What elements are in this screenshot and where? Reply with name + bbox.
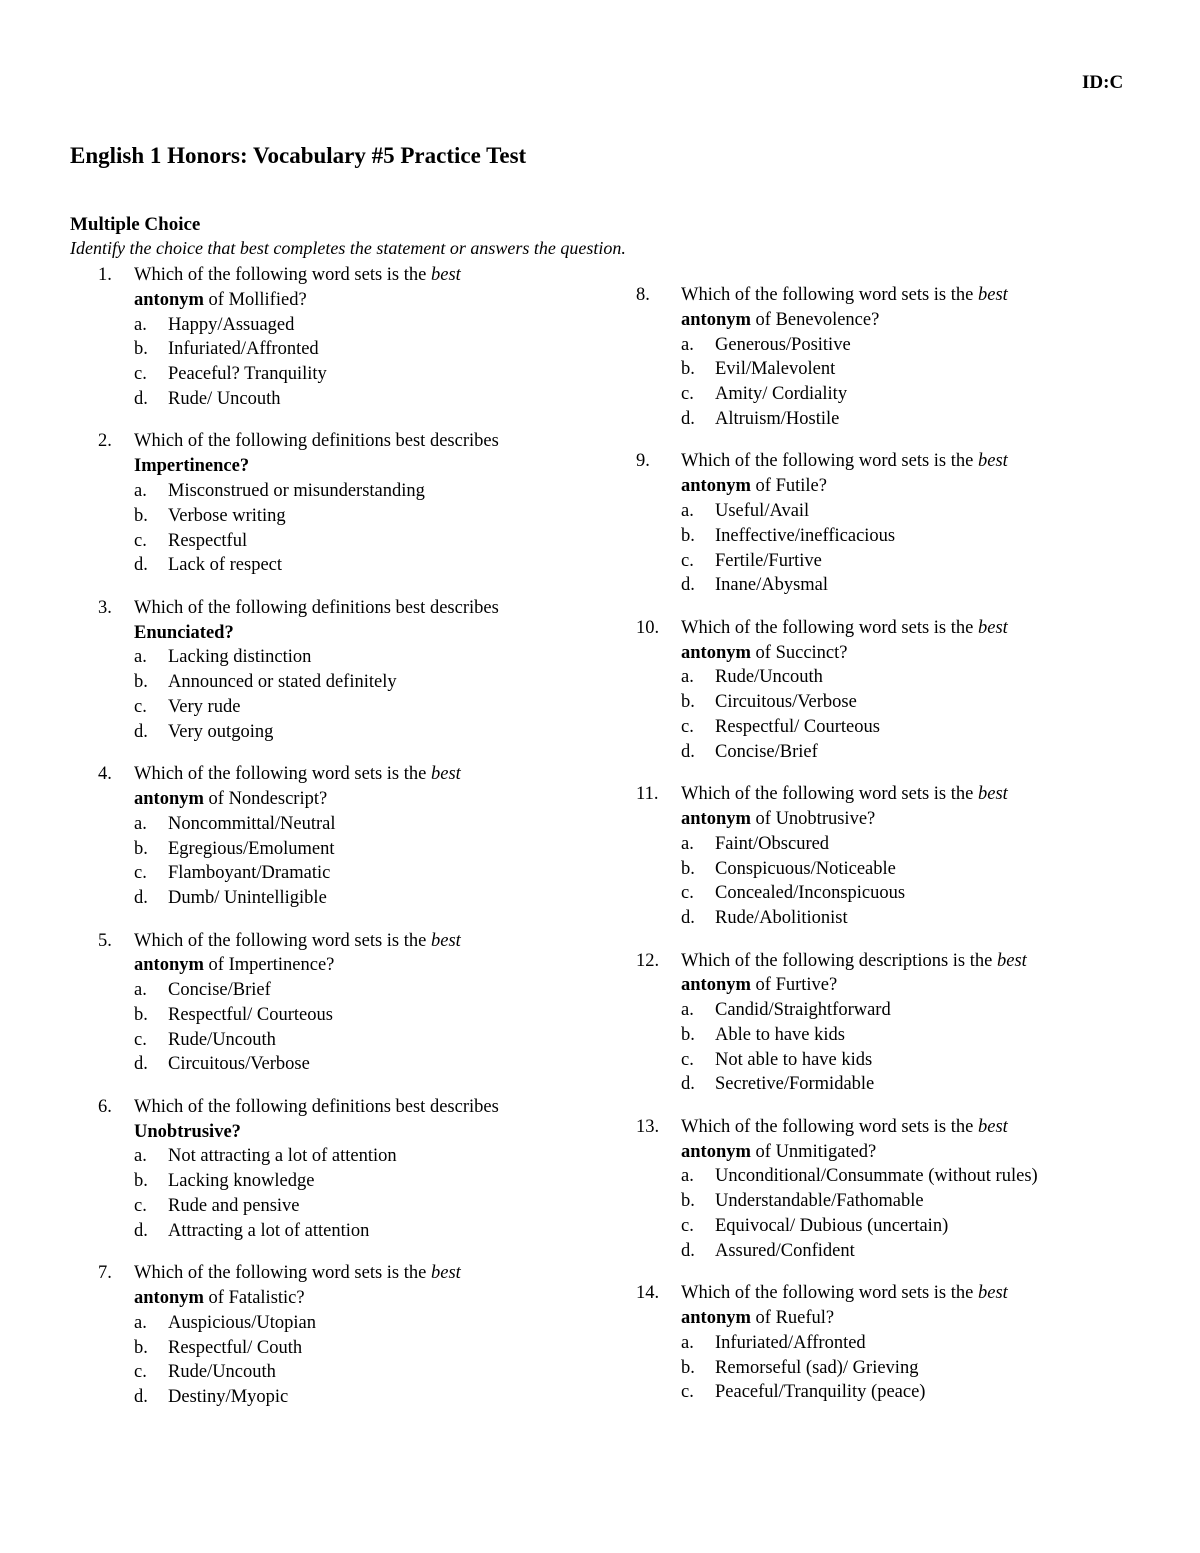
option-letter: c.	[681, 716, 694, 737]
option-text: Lack of respect	[168, 555, 283, 576]
answer-option	[681, 499, 1106, 524]
answer-options	[98, 1144, 568, 1243]
option-text: Respectful/ Couth	[168, 1337, 303, 1358]
option-letter: b.	[134, 505, 148, 526]
question-item	[98, 263, 568, 412]
page-title: English 1 Honors: Vocabulary #5 Practice Test	[70, 143, 527, 168]
question-item	[636, 616, 1106, 765]
option-letter: c.	[134, 364, 147, 385]
question-text: Which of the following definitions best describes	[134, 1096, 499, 1117]
answer-options	[636, 665, 1106, 764]
question-item	[98, 1095, 568, 1244]
option-letter: c.	[681, 1382, 694, 1403]
question-number: 2.	[98, 431, 112, 452]
question-emphasis: best	[430, 1263, 461, 1284]
option-letter: d.	[681, 1240, 695, 1261]
option-letter: b.	[681, 858, 695, 879]
answer-option	[134, 1144, 568, 1169]
question-stem-line2	[134, 288, 568, 313]
answer-option	[134, 479, 568, 504]
answer-option	[681, 881, 1106, 906]
answer-options	[98, 645, 568, 744]
question-number: 8.	[636, 285, 650, 305]
option-text: Infuriated/Affronted	[168, 339, 319, 360]
question-stem	[98, 263, 568, 313]
option-letter: b.	[681, 359, 695, 380]
question-term: antonym	[134, 955, 204, 976]
question-text: Which of the following word sets is the	[681, 784, 978, 805]
option-letter: a.	[134, 647, 147, 668]
option-letter: c.	[681, 1216, 694, 1237]
option-text: Flamboyant/Dramatic	[168, 863, 331, 884]
question-text: Which of the following word sets is the	[681, 617, 978, 638]
option-letter: a.	[134, 480, 147, 501]
section-heading: Multiple Choice	[70, 214, 201, 235]
answer-option	[681, 382, 1106, 407]
option-letter: a.	[134, 980, 147, 1001]
question-text-end: of Unobtrusive?	[750, 808, 876, 829]
question-stem-line2	[134, 621, 568, 646]
option-letter: c.	[134, 1029, 147, 1050]
option-letter: d.	[134, 1054, 148, 1075]
question-stem-line2	[134, 787, 568, 812]
option-text: Amity/ Cordiality	[715, 384, 848, 405]
answer-option	[681, 1072, 1106, 1097]
question-stem-line2	[681, 308, 1106, 333]
question-emphasis: best	[977, 1116, 1008, 1137]
answer-option	[134, 1052, 568, 1077]
answer-option	[681, 998, 1106, 1023]
question-item	[636, 1281, 1106, 1405]
answer-option	[134, 837, 568, 862]
option-text: Auspicious/Utopian	[168, 1312, 316, 1333]
question-emphasis: best	[977, 617, 1008, 638]
question-term: antonym	[681, 975, 751, 996]
option-text: Respectful/ Courteous	[168, 1004, 333, 1025]
question-stem	[636, 1281, 1106, 1331]
answer-options	[98, 1311, 568, 1410]
question-text-end: of Nondescript?	[203, 788, 328, 809]
option-text: Unconditional/Consummate (without rules)	[715, 1166, 1038, 1187]
option-text: Dumb/ Unintelligible	[168, 888, 327, 909]
answer-option	[681, 357, 1106, 382]
option-letter: c.	[681, 883, 694, 904]
answer-options	[98, 479, 568, 578]
option-letter: a.	[681, 1166, 694, 1187]
answer-option	[681, 715, 1106, 740]
option-letter: a.	[681, 667, 694, 688]
question-item	[636, 1115, 1106, 1264]
option-text: Not attracting a lot of attention	[168, 1146, 397, 1167]
question-number: 6.	[98, 1096, 112, 1117]
question-number: 9.	[636, 451, 650, 472]
answer-options	[636, 333, 1106, 432]
question-term: antonym	[681, 1141, 751, 1162]
option-text: Noncommittal/Neutral	[168, 813, 336, 834]
option-letter: a.	[681, 1000, 694, 1021]
answer-option	[134, 529, 568, 554]
option-text: Very rude	[168, 696, 241, 717]
answer-options	[98, 313, 568, 412]
answer-option	[134, 670, 568, 695]
answer-option	[134, 861, 568, 886]
option-text: Destiny/Myopic	[168, 1387, 289, 1408]
question-stem	[636, 1115, 1106, 1165]
option-letter: a.	[134, 1312, 147, 1333]
id-label: ID:C	[1082, 72, 1124, 93]
option-letter: d.	[681, 408, 695, 429]
answer-option	[681, 857, 1106, 882]
question-stem-line2	[681, 1140, 1106, 1165]
answer-option	[681, 549, 1106, 574]
question-emphasis: best	[996, 950, 1027, 971]
option-text: Lacking distinction	[168, 647, 312, 668]
question-term: antonym	[134, 788, 204, 809]
question-text: Which of the following word sets is the	[134, 265, 431, 285]
question-emphasis: best	[430, 265, 461, 285]
option-text: Respectful/ Courteous	[715, 716, 880, 737]
answer-option	[681, 690, 1106, 715]
option-letter: c.	[134, 1196, 147, 1217]
answer-options	[636, 1331, 1106, 1405]
answer-options	[98, 812, 568, 911]
question-stem-line2	[681, 973, 1106, 998]
question-stem	[98, 929, 568, 979]
question-text-end: of Fatalistic?	[203, 1288, 305, 1309]
question-stem-line2	[134, 1120, 568, 1145]
question-item	[98, 1261, 568, 1410]
question-number: 12.	[636, 950, 660, 971]
question-item	[98, 762, 568, 911]
option-text: Assured/Confident	[715, 1240, 855, 1261]
answer-option	[681, 1023, 1106, 1048]
answer-option	[134, 362, 568, 387]
option-letter: d.	[134, 888, 148, 909]
option-text: Candid/Straightforward	[715, 1000, 891, 1021]
option-letter: c.	[134, 696, 147, 717]
question-term: antonym	[681, 309, 751, 330]
question-item	[98, 429, 568, 578]
answer-option	[681, 906, 1106, 931]
question-text-end: of Futile?	[750, 476, 827, 497]
option-letter: b.	[134, 1004, 148, 1025]
question-number: 3.	[98, 597, 112, 618]
answer-options	[98, 978, 568, 1077]
option-text: Secretive/Formidable	[715, 1074, 875, 1095]
answer-option	[681, 665, 1106, 690]
answer-option	[134, 1360, 568, 1385]
question-stem	[98, 596, 568, 646]
option-text: Able to have kids	[715, 1024, 845, 1045]
answer-option	[681, 1239, 1106, 1264]
answer-option	[134, 1003, 568, 1028]
question-stem-line2	[134, 1286, 568, 1311]
option-letter: c.	[134, 863, 147, 884]
answer-option	[134, 695, 568, 720]
question-term: antonym	[681, 642, 751, 663]
option-text: Rude/Uncouth	[168, 1029, 276, 1050]
question-stem	[98, 1261, 568, 1311]
answer-option	[681, 1331, 1106, 1356]
answer-option	[681, 1164, 1106, 1189]
option-letter: b.	[681, 525, 695, 546]
question-item	[636, 283, 1106, 432]
option-letter: b.	[134, 1171, 148, 1192]
answer-option	[134, 1385, 568, 1410]
option-text: Respectful	[168, 530, 248, 551]
option-text: Circuitous/Verbose	[715, 692, 857, 713]
answer-option	[134, 1194, 568, 1219]
answer-option	[681, 1380, 1106, 1405]
question-stem	[636, 283, 1106, 333]
answer-options	[636, 832, 1106, 931]
option-text: Altruism/Hostile	[715, 408, 840, 429]
option-text: Rude/Uncouth	[715, 667, 823, 688]
question-term: antonym	[681, 476, 751, 497]
question-term: antonym	[681, 1308, 751, 1329]
question-text: Which of the following definitions best describes	[134, 431, 499, 452]
question-item	[636, 449, 1106, 598]
answer-option	[134, 504, 568, 529]
question-term: antonym	[681, 808, 751, 829]
option-letter: b.	[134, 339, 148, 360]
question-text: Which of the following definitions best describes	[134, 597, 499, 618]
question-stem	[98, 429, 568, 479]
option-text: Happy/Assuaged	[168, 314, 295, 335]
option-letter: c.	[681, 1049, 694, 1070]
option-letter: b.	[681, 1024, 695, 1045]
question-stem	[636, 616, 1106, 666]
option-text: Faint/Obscured	[715, 833, 830, 854]
option-text: Ineffective/inefficacious	[715, 525, 896, 546]
answer-option	[681, 832, 1106, 857]
answer-option	[134, 313, 568, 338]
option-letter: d.	[681, 908, 695, 929]
question-number: 11.	[636, 784, 659, 805]
option-text: Very outgoing	[168, 721, 274, 742]
option-letter: a.	[681, 500, 694, 521]
answer-option	[681, 524, 1106, 549]
question-emphasis: best	[977, 784, 1008, 805]
question-item	[636, 949, 1106, 1098]
option-text: Evil/Malevolent	[715, 359, 836, 380]
question-stem-line2	[134, 454, 568, 479]
option-letter: d.	[134, 388, 148, 409]
question-text-end: of Rueful?	[750, 1308, 835, 1329]
option-text: Equivocal/ Dubious (uncertain)	[715, 1216, 949, 1237]
option-text: Rude and pensive	[168, 1196, 300, 1217]
answer-options	[636, 499, 1106, 598]
option-text: Peaceful? Tranquility	[168, 364, 327, 385]
option-text: Lacking knowledge	[168, 1171, 315, 1192]
option-text: Rude/Uncouth	[168, 1362, 276, 1383]
option-letter: b.	[681, 1357, 695, 1378]
answer-option	[134, 553, 568, 578]
answer-option	[134, 978, 568, 1003]
section-instructions: Identify the choice that best completes the statement or answers the question.	[70, 238, 626, 258]
option-text: Generous/Positive	[715, 334, 851, 355]
question-emphasis: best	[430, 764, 461, 785]
question-text: Which of the following word sets is the	[681, 1116, 978, 1137]
answer-option	[681, 740, 1106, 765]
question-text-end: of Furtive?	[750, 975, 838, 996]
question-item	[98, 929, 568, 1078]
question-stem-line2	[681, 474, 1106, 499]
answer-option	[134, 387, 568, 412]
option-letter: d.	[681, 741, 695, 762]
answer-option	[134, 1028, 568, 1053]
option-letter: c.	[681, 384, 694, 405]
option-text: Attracting a lot of attention	[168, 1220, 370, 1241]
question-number: 1.	[98, 265, 112, 285]
answer-option	[134, 886, 568, 911]
option-text: Circuitous/Verbose	[168, 1054, 310, 1075]
answer-option	[134, 1336, 568, 1361]
answer-option	[681, 333, 1106, 358]
option-letter: d.	[681, 575, 695, 596]
question-item	[636, 782, 1106, 931]
question-emphasis: best	[977, 451, 1008, 472]
question-stem-line2	[681, 807, 1106, 832]
question-number: 10.	[636, 617, 660, 638]
question-term: antonym	[134, 289, 204, 310]
question-emphasis: best	[977, 1283, 1008, 1304]
option-text: Fertile/Furtive	[715, 550, 822, 571]
option-letter: a.	[134, 1146, 147, 1167]
question-text-end: of Unmitigated?	[750, 1141, 877, 1162]
option-letter: c.	[134, 530, 147, 551]
question-term: Unobtrusive?	[134, 1121, 241, 1142]
questions-left-column	[98, 263, 568, 1428]
question-stem-line2	[134, 953, 568, 978]
question-stem	[636, 949, 1106, 999]
option-letter: b.	[681, 692, 695, 713]
question-stem-line2	[681, 641, 1106, 666]
question-text-end: of Impertinence?	[203, 955, 335, 976]
question-number: 14.	[636, 1283, 660, 1304]
question-text: Which of the following word sets is the	[134, 764, 431, 785]
question-stem	[636, 449, 1106, 499]
answer-option	[681, 407, 1106, 432]
question-number: 5.	[98, 930, 112, 951]
question-emphasis: best	[430, 930, 461, 951]
question-number: 7.	[98, 1263, 112, 1284]
question-term: Impertinence?	[134, 456, 250, 477]
question-text-end: of Mollified?	[203, 289, 307, 310]
option-text: Inane/Abysmal	[715, 575, 829, 596]
option-text: Conspicuous/Noticeable	[715, 858, 896, 879]
answer-option	[681, 573, 1106, 598]
option-letter: d.	[681, 1074, 695, 1095]
option-text: Infuriated/Affronted	[715, 1332, 866, 1353]
option-letter: d.	[134, 1220, 148, 1241]
option-letter: b.	[681, 1191, 695, 1212]
option-letter: a.	[681, 1332, 694, 1353]
option-letter: d.	[134, 555, 148, 576]
option-letter: d.	[134, 721, 148, 742]
question-emphasis: best	[977, 285, 1008, 305]
option-letter: d.	[134, 1387, 148, 1408]
option-letter: a.	[681, 334, 694, 355]
option-text: Not able to have kids	[715, 1049, 873, 1070]
questions-right-column	[636, 283, 1106, 1423]
option-letter: b.	[134, 1337, 148, 1358]
question-text: Which of the following word sets is the	[681, 285, 978, 305]
option-text: Egregious/Emolument	[168, 838, 335, 859]
option-text: Rude/Abolitionist	[715, 908, 848, 929]
option-letter: b.	[134, 672, 148, 693]
question-text: Which of the following word sets is the	[681, 451, 978, 472]
question-stem	[98, 762, 568, 812]
question-text-end: of Succinct?	[750, 642, 848, 663]
question-text: Which of the following word sets is the	[134, 930, 431, 951]
option-letter: a.	[134, 813, 147, 834]
question-stem-line2	[681, 1306, 1106, 1331]
question-text: Which of the following word sets is the	[134, 1263, 431, 1284]
answer-option	[134, 645, 568, 670]
answer-option	[134, 720, 568, 745]
answer-option	[134, 1311, 568, 1336]
option-text: Misconstrued or misunderstanding	[168, 480, 425, 501]
option-letter: c.	[681, 550, 694, 571]
question-stem	[98, 1095, 568, 1145]
option-text: Useful/Avail	[715, 500, 810, 521]
answer-option	[681, 1356, 1106, 1381]
option-text: Announced or stated definitely	[168, 672, 397, 693]
question-text: Which of the following word sets is the	[681, 1283, 978, 1304]
question-term: Enunciated?	[134, 622, 234, 643]
answer-option	[134, 337, 568, 362]
option-letter: a.	[134, 314, 147, 335]
answer-options	[636, 998, 1106, 1097]
option-text: Concise/Brief	[715, 741, 818, 762]
option-letter: c.	[134, 1362, 147, 1383]
option-text: Concealed/Inconspicuous	[715, 883, 906, 904]
option-text: Rude/ Uncouth	[168, 388, 281, 409]
question-text: Which of the following descriptions is the	[681, 950, 997, 971]
question-text-end: of Benevolence?	[750, 309, 880, 330]
option-text: Concise/Brief	[168, 980, 271, 1001]
answer-option	[681, 1214, 1106, 1239]
question-number: 4.	[98, 764, 112, 785]
option-text: Understandable/Fathomable	[715, 1191, 924, 1212]
answer-option	[681, 1189, 1106, 1214]
question-stem	[636, 782, 1106, 832]
answer-options	[636, 1164, 1106, 1263]
option-text: Remorseful (sad)/ Grieving	[715, 1357, 919, 1378]
question-term: antonym	[134, 1288, 204, 1309]
answer-option	[134, 1169, 568, 1194]
answer-option	[681, 1048, 1106, 1073]
option-letter: a.	[681, 833, 694, 854]
answer-option	[134, 812, 568, 837]
answer-option	[134, 1219, 568, 1244]
option-letter: b.	[134, 838, 148, 859]
option-text: Verbose writing	[168, 505, 286, 526]
question-item	[98, 596, 568, 745]
option-text: Peaceful/Tranquility (peace)	[715, 1382, 926, 1403]
question-number: 13.	[636, 1116, 660, 1137]
